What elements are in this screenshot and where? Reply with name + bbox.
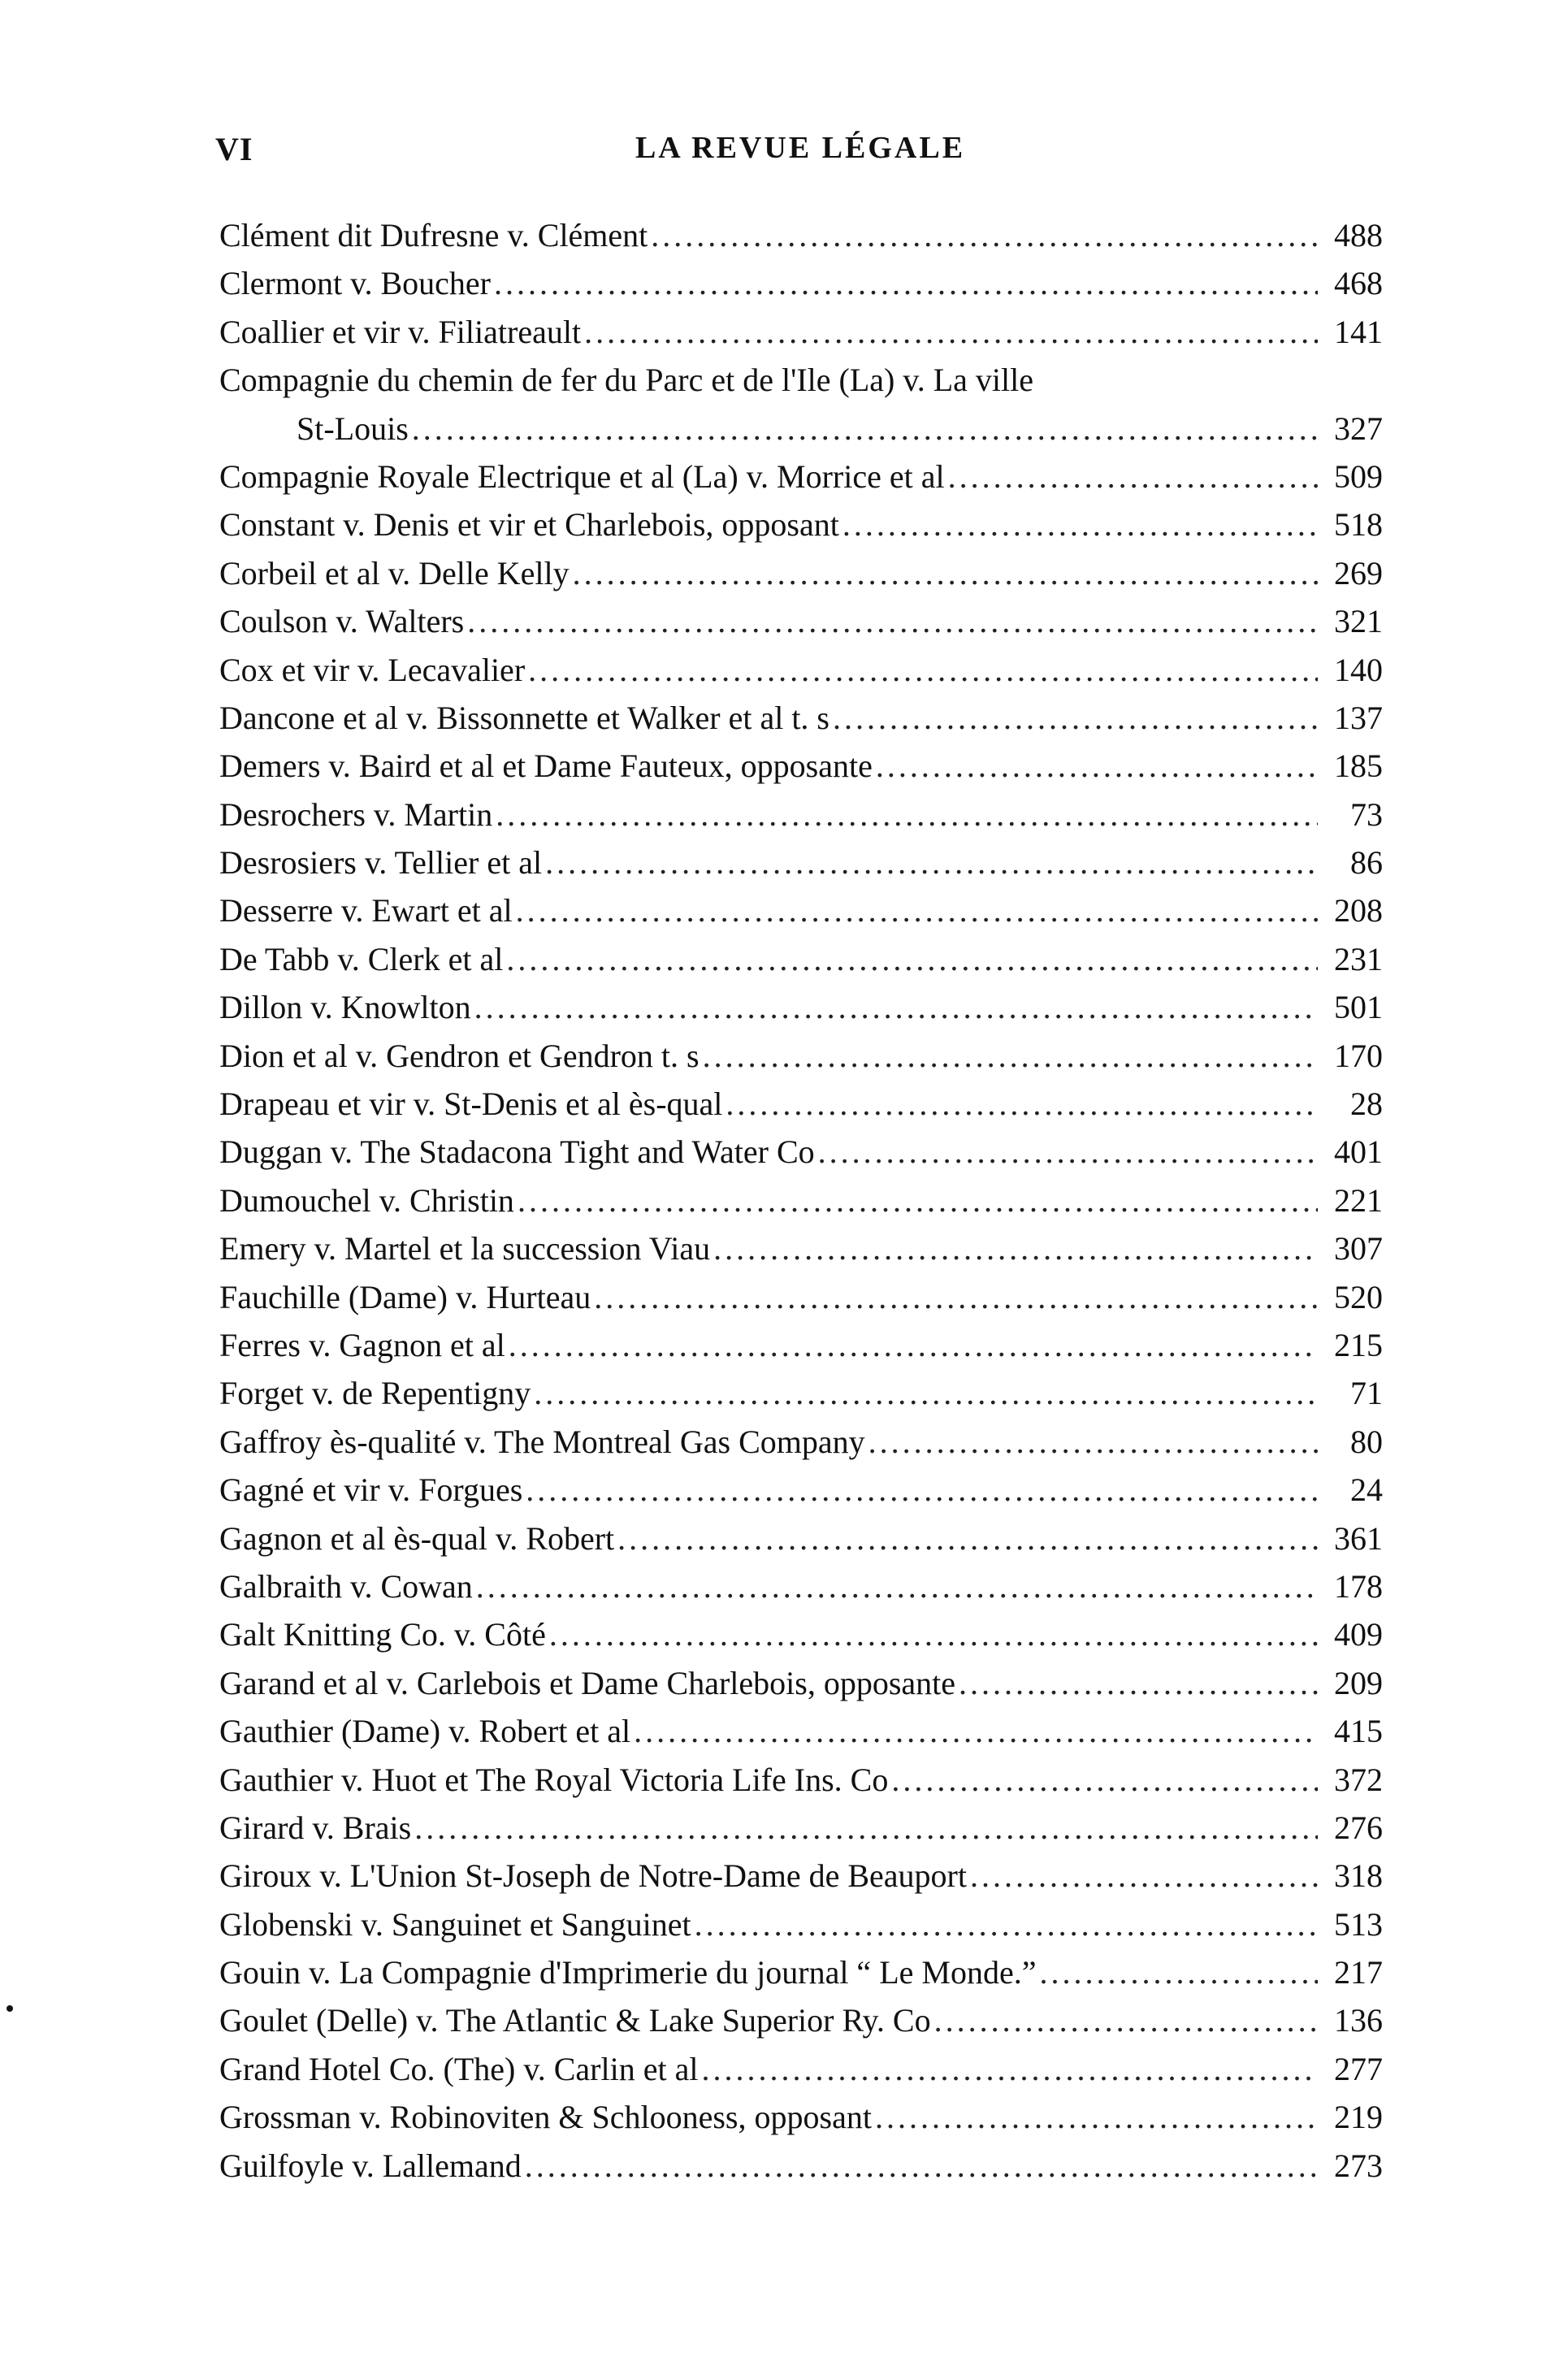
entry-page-number: 269 [1334, 554, 1383, 592]
entry-page-number: 24 [1350, 1471, 1383, 1509]
index-entry [219, 1996, 1383, 2044]
index-entry [219, 259, 1383, 307]
index-entry [219, 597, 1383, 645]
entry-page-number: 221 [1334, 1181, 1383, 1219]
dot-leader [713, 1224, 1318, 1272]
index-entry [219, 308, 1383, 356]
index-entry [219, 1080, 1383, 1128]
index-entry [219, 694, 1383, 742]
entry-page-number: 520 [1334, 1278, 1383, 1315]
index-entry [219, 1176, 1383, 1224]
dot-leader [1039, 1948, 1318, 1996]
entry-title: Desserre v. Ewart et al [219, 892, 513, 930]
entry-page-number: 86 [1350, 844, 1383, 882]
entry-page-number: 361 [1334, 1519, 1383, 1557]
entry-page-number: 509 [1334, 457, 1383, 495]
dot-leader [509, 1321, 1318, 1369]
index-entry [219, 1466, 1383, 1514]
index-entry [219, 500, 1383, 548]
entry-page-number: 73 [1350, 795, 1383, 833]
entry-title: Goulet (Delle) v. The Atlantic & Lake Superior Ry. Co [219, 2002, 931, 2039]
entry-title: Gouin v. La Compagnie d'Imprimerie du journal “ Le Monde.” [219, 1954, 1037, 1991]
entry-title: Dumouchel v. Christin [219, 1181, 514, 1219]
index-entry [219, 1900, 1383, 1948]
index-entry [219, 549, 1383, 597]
entry-title: Dion et al v. Gendron et Gendron t. s [219, 1037, 700, 1074]
entry-page-number: 307 [1334, 1230, 1383, 1268]
index-entry [219, 838, 1383, 886]
dot-leader [549, 1610, 1318, 1658]
running-title: LA REVUE LÉGALE [635, 131, 966, 165]
index-entry [219, 1273, 1383, 1321]
entry-title: Corbeil et al v. Delle Kelly [219, 554, 570, 592]
index-entry [219, 983, 1383, 1031]
entry-page-number: 415 [1334, 1713, 1383, 1750]
entry-title: Garand et al v. Carlebois et Dame Charlebois, opposante [219, 1664, 956, 1701]
entry-title: Cox et vir v. Lecavalier [219, 651, 526, 688]
entry-title: Constant v. Denis et vir et Charlebois, opposant [219, 506, 839, 544]
entry-title: Clermont v. Boucher [219, 265, 492, 302]
dot-leader [868, 1418, 1318, 1466]
dot-leader [528, 646, 1318, 694]
index-entry [219, 453, 1383, 500]
dot-leader [695, 1900, 1318, 1948]
entry-title: Girard v. Brais [219, 1809, 412, 1846]
entry-page-number: 468 [1334, 265, 1383, 302]
index-entry [219, 356, 1383, 453]
dot-leader [970, 1852, 1318, 1900]
dot-leader [703, 1032, 1318, 1080]
dot-leader [573, 549, 1318, 597]
index-entry [219, 1128, 1383, 1176]
dot-leader [876, 742, 1318, 790]
entry-title: Emery v. Martel et la succession Viau [219, 1230, 711, 1268]
index-entry [219, 886, 1383, 934]
entry-page-number: 80 [1350, 1423, 1383, 1460]
entry-title: Clément dit Dufresne v. Clément [219, 217, 648, 254]
entry-page-number: 409 [1334, 1616, 1383, 1653]
entry-page-number: 401 [1334, 1133, 1383, 1171]
dot-leader [412, 405, 1318, 453]
dot-leader [414, 1804, 1318, 1852]
entry-page-number: 141 [1334, 313, 1383, 350]
entry-title: Galt Knitting Co. v. Côté [219, 1616, 546, 1653]
index-entry [219, 2045, 1383, 2093]
index-entry [219, 1804, 1383, 1852]
entry-title: Guilfoyle v. Lallemand [219, 2147, 522, 2184]
entry-title: Forget v. de Repentigny [219, 1375, 531, 1412]
index-entry [219, 1321, 1383, 1369]
entry-page-number: 372 [1334, 1761, 1383, 1798]
entry-title: Dancone et al v. Bissonnette et Walker et al t. s [219, 699, 829, 736]
entry-title: Desrosiers v. Tellier et al [219, 844, 543, 882]
entry-title: Grossman v. Robinoviten & Schlooness, opposant [219, 2099, 872, 2136]
entry-page-number: 28 [1350, 1086, 1383, 1123]
dot-leader [584, 308, 1318, 356]
index-entry [219, 1852, 1383, 1900]
index-entry [219, 1610, 1383, 1658]
entry-page-number: 178 [1334, 1567, 1383, 1605]
dot-leader [467, 597, 1318, 645]
entry-page-number: 321 [1334, 603, 1383, 640]
entry-page-number: 231 [1334, 940, 1383, 977]
dot-leader [959, 1659, 1318, 1707]
entry-page-number: 185 [1334, 748, 1383, 785]
dot-leader [617, 1514, 1318, 1562]
entry-title: Coulson v. Walters [219, 603, 465, 640]
entry-page-number: 217 [1334, 1954, 1383, 1991]
entry-title: Giroux v. L'Union St-Joseph de Notre-Dame de Beauport [219, 1857, 967, 1895]
dot-leader [833, 694, 1318, 742]
entry-title-continuation: St-Louis [297, 410, 409, 447]
entry-title: Compagnie du chemin de fer du Parc et de l'Ile (La) v. La ville [219, 362, 1034, 399]
entry-title: Ferres v. Gagnon et al [219, 1327, 505, 1363]
index-entry [219, 791, 1383, 838]
entry-page-number: 277 [1334, 2050, 1383, 2087]
entry-title: Compagnie Royale Electrique et al (La) v. Morrice et al [219, 457, 945, 495]
dot-leader [634, 1707, 1318, 1755]
dot-leader [474, 983, 1318, 1031]
entry-title: Grand Hotel Co. (The) v. Carlin et al [219, 2050, 699, 2087]
dot-leader [545, 838, 1318, 886]
dot-leader [891, 1756, 1318, 1804]
entry-title: Globenski v. Sanguinet et Sanguinet [219, 1905, 691, 1943]
entry-title: Drapeau et vir v. St-Denis et al ès-qual [219, 1086, 723, 1123]
index-entry [219, 935, 1383, 983]
entry-page-number: 71 [1350, 1375, 1383, 1412]
index-entry [219, 1659, 1383, 1707]
case-index-list [219, 211, 1383, 2190]
entry-title: Demers v. Baird et al et Dame Fauteux, opposante [219, 748, 873, 785]
dot-leader [948, 453, 1318, 500]
entry-page-number: 215 [1334, 1327, 1383, 1363]
entry-title: Galbraith v. Cowan [219, 1567, 473, 1605]
entry-page-number: 219 [1334, 2099, 1383, 2136]
entry-title: Gagné et vir v. Forgues [219, 1471, 523, 1509]
index-entry [219, 1369, 1383, 1417]
entry-page-number: 276 [1334, 1809, 1383, 1846]
entry-title: Gauthier v. Huot et The Royal Victoria Life Ins. Co [219, 1761, 889, 1798]
entry-page-number: 170 [1334, 1037, 1383, 1074]
entry-page-number: 209 [1334, 1664, 1383, 1701]
margin-dot [6, 2005, 13, 2012]
entry-title: Fauchille (Dame) v. Hurteau [219, 1278, 591, 1315]
dot-leader [701, 2045, 1318, 2093]
dot-leader [496, 791, 1318, 838]
dot-leader [518, 1176, 1318, 1224]
index-entry [219, 1032, 1383, 1080]
entry-title: Desrochers v. Martin [219, 795, 493, 833]
entry-page-number: 513 [1334, 1905, 1383, 1943]
dot-leader [476, 1562, 1318, 1610]
dot-leader [494, 259, 1318, 307]
dot-leader [651, 211, 1318, 259]
index-entry [219, 1514, 1383, 1562]
index-entry [219, 1948, 1383, 1996]
dot-leader [818, 1128, 1318, 1176]
index-entry [219, 646, 1383, 694]
entry-title: De Tabb v. Clerk et al [219, 940, 504, 977]
dot-leader [842, 500, 1318, 548]
entry-title: Gauthier (Dame) v. Robert et al [219, 1713, 631, 1750]
dot-leader [875, 2093, 1318, 2141]
entry-page-number: 140 [1334, 651, 1383, 688]
dot-leader [534, 1369, 1318, 1417]
dot-leader [934, 1996, 1318, 2044]
entry-page-number: 208 [1334, 892, 1383, 930]
index-entry [219, 1707, 1383, 1755]
page-number: VI [215, 131, 253, 167]
index-entry [219, 1756, 1383, 1804]
entry-page-number: 501 [1334, 989, 1383, 1026]
index-entry [219, 1562, 1383, 1610]
dot-leader [516, 886, 1318, 934]
entry-page-number: 273 [1334, 2147, 1383, 2184]
dot-leader [525, 2142, 1318, 2190]
index-entry [219, 2142, 1383, 2190]
entry-title: Gaffroy ès-qualité v. The Montreal Gas Company [219, 1423, 865, 1460]
entry-title: Duggan v. The Stadacona Tight and Water Co [219, 1133, 815, 1171]
entry-title: Dillon v. Knowlton [219, 989, 471, 1026]
dot-leader [726, 1080, 1318, 1128]
entry-page-number: 318 [1334, 1857, 1383, 1895]
entry-page-number: 136 [1334, 2002, 1383, 2039]
dot-leader [506, 935, 1318, 983]
entry-page-number: 488 [1334, 217, 1383, 254]
index-entry [219, 742, 1383, 790]
index-entry [219, 1418, 1383, 1466]
dot-leader [594, 1273, 1318, 1321]
entry-title: Coallier et vir v. Filiatreault [219, 313, 582, 350]
index-entry [219, 211, 1383, 259]
entry-page-number: 327 [1334, 410, 1383, 447]
entry-page-number: 518 [1334, 506, 1383, 544]
index-entry [219, 2093, 1383, 2141]
page-header [215, 130, 1385, 179]
entry-title: Gagnon et al ès-qual v. Robert [219, 1519, 615, 1557]
index-entry [219, 1224, 1383, 1272]
dot-leader [526, 1466, 1318, 1514]
entry-page-number: 137 [1334, 699, 1383, 736]
